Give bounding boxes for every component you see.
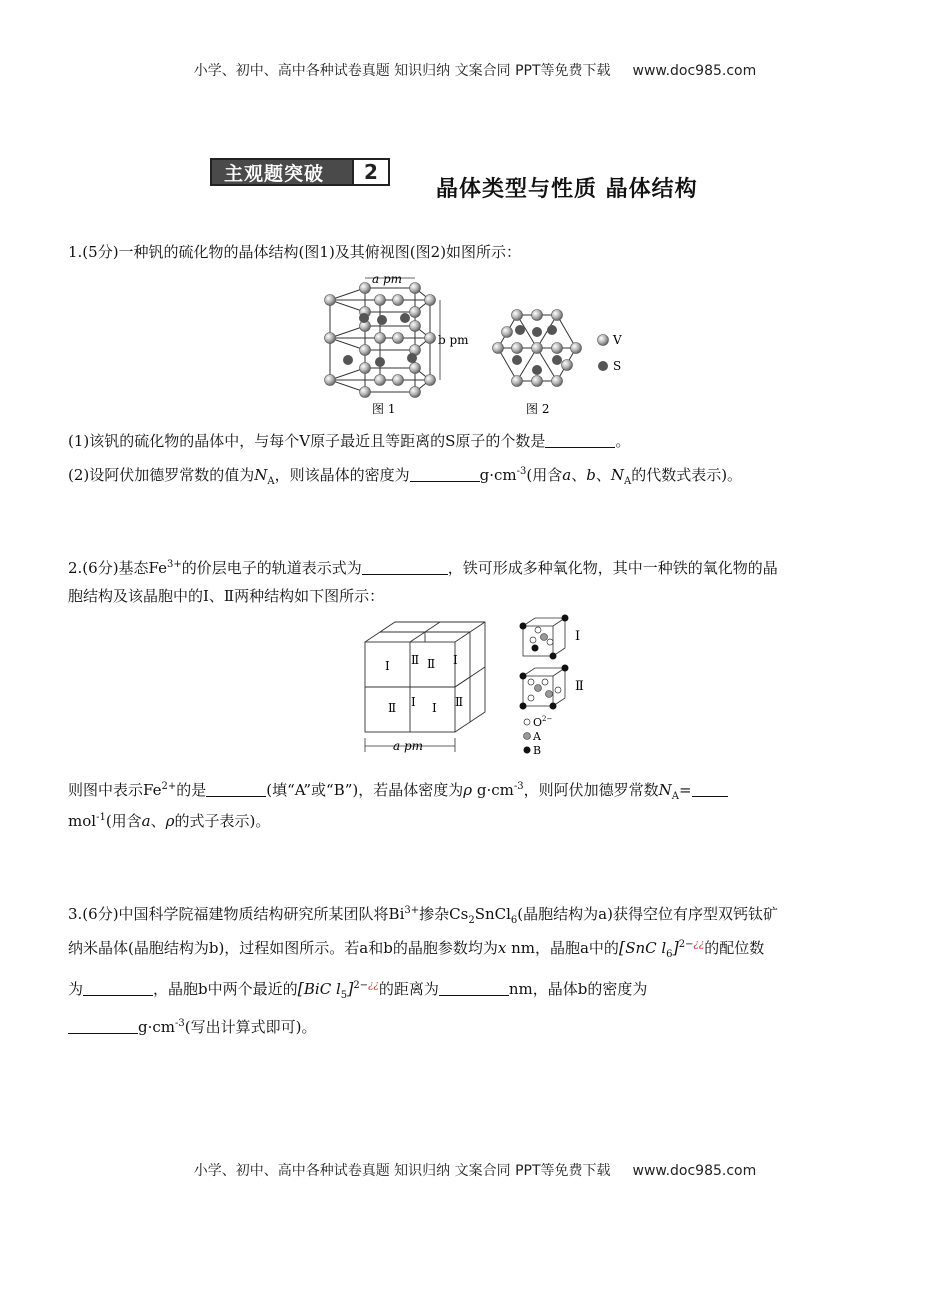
legend-s-icon	[598, 361, 608, 371]
footer-text: 小学、初中、高中各种试卷真题 知识归纳 文案合同 PPT等免费下载	[193, 1163, 611, 1179]
atom-b	[532, 645, 539, 652]
legend-o-label: $O^{2-}$	[533, 715, 553, 729]
v-atom	[571, 343, 582, 354]
v-atom	[532, 376, 543, 387]
q1-a-label: a pm	[372, 272, 403, 286]
q3-blank-coord[interactable]	[83, 981, 153, 996]
s-atom	[532, 365, 542, 375]
struct-2-atoms	[520, 665, 569, 710]
v-atom	[375, 295, 386, 306]
legend-o-icon	[524, 719, 530, 725]
q2-line3: 则图中表示$Fe^{2+}$的是 (填“A”或“B”)，若晶体密度为ρ $g\cdot cm^{-3}$，则阿伏加德罗常数$N_A=$	[68, 777, 728, 807]
atom-o	[528, 695, 534, 701]
v-atom	[552, 376, 563, 387]
v-atom	[393, 295, 404, 306]
atom-o	[547, 639, 553, 645]
atom-b	[520, 703, 527, 710]
legend-a-label: A	[533, 730, 541, 743]
v-atom	[512, 343, 523, 354]
cube-roman-1: Ⅰ	[432, 701, 437, 715]
q2-figure	[355, 612, 615, 764]
q3-blank-density[interactable]	[68, 1019, 138, 1034]
q3-line4: $g\cdot cm^{-3}$(写出计算式即可)。	[68, 1014, 316, 1037]
v-atom	[360, 387, 371, 398]
v-atom	[375, 333, 386, 344]
q3-line3: 为 ，晶胞b中两个最近的[BiC $l_5]^{2-¿¿}$的距离为 nm，晶体b的密度为	[68, 979, 648, 1001]
atom-b	[520, 623, 527, 630]
q1-figure	[320, 270, 640, 420]
page-header	[0, 60, 950, 80]
cube-roman-1: Ⅰ	[411, 695, 416, 709]
v-atom	[410, 307, 421, 318]
big-cube-labels	[385, 653, 463, 715]
s-atom	[375, 357, 385, 367]
struct-1-atoms	[520, 615, 569, 660]
atom-o	[542, 679, 548, 685]
cube-roman-2: Ⅱ	[411, 653, 420, 667]
badge-number: 2	[352, 160, 388, 184]
ion-sncl6: SnC l	[625, 939, 667, 957]
v-atom	[375, 375, 386, 386]
s-atom	[512, 355, 522, 365]
v-atom	[360, 363, 371, 374]
atom-b	[562, 615, 569, 622]
q2-line4: mol$^{-1}$(用含a、ρ的式子表示)。	[68, 812, 271, 830]
s-atom	[377, 315, 387, 325]
atom-o	[555, 687, 561, 693]
cube-roman-1: Ⅰ	[453, 653, 458, 667]
q3-line2: 纳米晶体(晶胞结构为b)，过程如图所示。若a和b的晶胞参数均为x nm，晶胞a中的[SnC $l_6]^{2-¿¿}$的配位数	[68, 938, 765, 960]
v-atom	[512, 310, 523, 321]
v-atom	[325, 333, 336, 344]
big-cube	[365, 622, 485, 732]
header-url[interactable]: www.doc985.com	[632, 63, 757, 79]
atom-a	[541, 634, 548, 641]
legend-a-icon	[524, 733, 531, 740]
v-atom	[410, 387, 421, 398]
section-badge	[210, 158, 390, 186]
q2-blank-fe[interactable]	[206, 782, 266, 797]
v-atom	[512, 376, 523, 387]
struct-1-label: Ⅰ	[575, 629, 581, 644]
atom-b	[562, 665, 569, 672]
footer-url[interactable]: www.doc985.com	[632, 1163, 757, 1179]
badge-label: 主观题突破	[224, 162, 325, 185]
v-atom	[393, 333, 404, 344]
atom-b	[520, 673, 527, 680]
q2-blank-na[interactable]	[692, 782, 728, 797]
v-atom	[532, 310, 543, 321]
v-atom	[562, 360, 573, 371]
q1-stem: 1.(5分)一种钒的硫化物的晶体结构(图1)及其俯视图(图2)如图所示：	[68, 243, 522, 261]
v-atom	[410, 363, 421, 374]
q1-fig1-label: 图 1	[372, 402, 396, 416]
s-atom	[400, 313, 410, 323]
q1-fig2-label: 图 2	[526, 402, 550, 416]
page-footer	[0, 1160, 950, 1180]
s-atom	[547, 325, 557, 335]
v-atom	[393, 375, 404, 386]
v-atom	[552, 343, 563, 354]
legend-v-label: V	[613, 333, 622, 347]
v-atom	[425, 333, 436, 344]
atom-b	[550, 703, 557, 710]
atom-a	[535, 685, 542, 692]
cube-roman-1: Ⅰ	[385, 659, 390, 673]
ion-bicl5: BiC l	[303, 980, 341, 998]
v-atom	[410, 321, 421, 332]
s-atom	[515, 325, 525, 335]
q1-b-label: b pm	[438, 333, 469, 347]
q1-sub2: (2)设阿伏加德罗常数的值为$N_A$，则该晶体的密度为 $g\cdot cm^{-3}$(用含a、b、$N_A$的代数式表示)。	[68, 466, 743, 487]
legend-b-icon	[524, 747, 531, 754]
v-atom	[425, 295, 436, 306]
q1-sub1-blank[interactable]	[545, 433, 615, 448]
v-atom	[410, 283, 421, 294]
cube-roman-2: Ⅱ	[455, 695, 464, 709]
q1-sub1: (1)该钒的硫化物的晶体中，与每个V原子最近且等距离的S原子的个数是 。	[68, 432, 631, 450]
s-atom	[343, 355, 353, 365]
title-row	[210, 158, 770, 202]
q3-blank-distance[interactable]	[439, 981, 509, 996]
v-atom	[360, 283, 371, 294]
s-atom	[407, 353, 417, 363]
cube-roman-2: Ⅱ	[427, 657, 436, 671]
legend-s-label: S	[613, 359, 622, 373]
q2-a-label: a pm	[393, 739, 424, 753]
v-atom	[325, 375, 336, 386]
q1-sub2-blank[interactable]	[410, 467, 480, 482]
q3-line1: 3.(6分)中国科学院福建物质结构研究所某团队将$Bi^{3+}$掺杂$Cs_2SnCl_6$(晶胞结构为a)获得空位有序型双钙钛矿	[68, 905, 778, 926]
struct-2-label: Ⅱ	[575, 679, 584, 694]
v-atom	[532, 343, 543, 354]
s-atom	[552, 355, 562, 365]
q2-line1: 2.(6分)基态$Fe^{3+}$的价层电子的轨道表示式为 ，铁可形成多种氧化物，其中一种铁的氧化物的晶	[68, 559, 778, 577]
legend-b-label: B	[533, 744, 542, 757]
atom-o	[535, 627, 541, 633]
q2-blank-orbital[interactable]	[362, 560, 448, 575]
s-atom	[359, 313, 369, 323]
v-atom	[493, 343, 504, 354]
page-title: 晶体类型与性质 晶体结构	[436, 177, 698, 202]
cube-roman-2: Ⅱ	[388, 701, 397, 715]
atom-b	[550, 653, 557, 660]
v-atom	[552, 310, 563, 321]
s-atom	[532, 327, 542, 337]
v-atom	[502, 327, 513, 338]
v-atom	[325, 295, 336, 306]
atom-o	[528, 679, 534, 685]
legend-v-icon	[598, 335, 609, 346]
v-atom	[425, 375, 436, 386]
atom-o	[530, 637, 536, 643]
atom-a	[546, 691, 553, 698]
header-text: 小学、初中、高中各种试卷真题 知识归纳 文案合同 PPT等免费下载	[193, 63, 611, 79]
v-atom	[360, 345, 371, 356]
q2-line2: 胞结构及该晶胞中的Ⅰ、Ⅱ两种结构如下图所示：	[68, 587, 385, 605]
